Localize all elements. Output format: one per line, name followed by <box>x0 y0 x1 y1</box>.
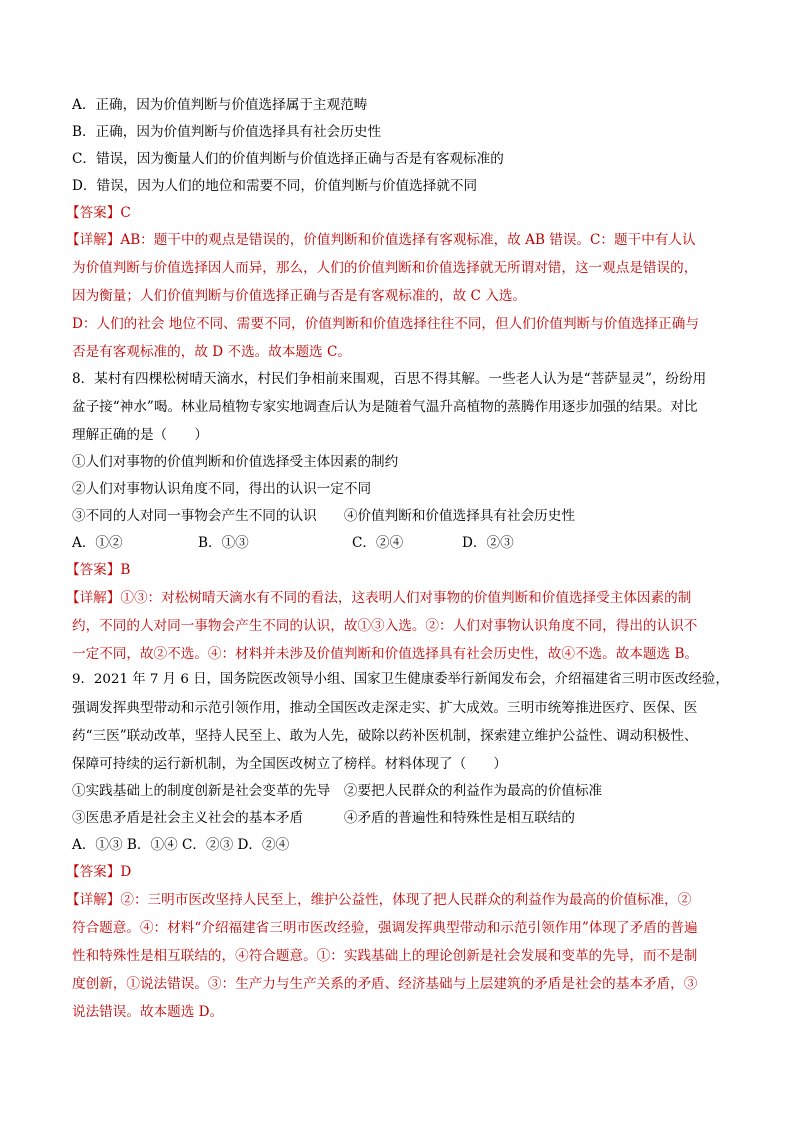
q9-item-1: ①实践基础上的制度创新是社会变革的先导 ②要把人民群众的利益作为最高的价值标准 <box>72 783 603 799</box>
answer-value: D <box>120 864 132 880</box>
answer-value: C <box>120 205 131 221</box>
q9-stem-2: 强调发挥典型带动和示范引领作用，推动全国医改走深走实、扩大成效。三明市统筹推进医疗、医保、医 <box>72 700 698 716</box>
answer-tag: 【答案】 <box>66 205 121 221</box>
detail-text: ①③：对松树晴天滴水有不同的看法，这表明人们对事物的价值判断和价值选择受主体因素的制 <box>120 590 692 606</box>
q7-detail-line-2: 为价值判断与价值选择因人而异，那么，人们的价值判断和价值选择就无所谓对错，这一观点是错误的， <box>72 260 698 276</box>
q9-stem-4: 保障可持续的运行新机制，为全国医改树立了榜样。材料体现了（ ） <box>72 756 507 772</box>
q9-detail-line-1 <box>66 890 691 910</box>
q8-item-2: ②人们对事物认识角度不同，得出的认识一定不同 <box>72 481 372 497</box>
q7-detail-line-1 <box>66 230 696 250</box>
q8-item-3: ③不同的人对同一事物会产生不同的认识 ④价值判断和价值选择具有社会历史性 <box>72 508 575 524</box>
q8-detail-line-1 <box>66 588 691 608</box>
q8-item-1: ①人们对事物的价值判断和价值选择受主体因素的制约 <box>72 454 399 470</box>
q9-detail-line-4: 度创新，①说法错误。③：生产力与生产关系的矛盾、经济基础与上层建筑的矛盾是社会的基本矛盾，③ <box>72 976 698 992</box>
q8-stem-1: 8．某村有四棵松树晴天滴水，村民们争相前来围观，百思不得其解。一些老人认为是“菩萨显灵”，纷纷用 <box>72 371 707 387</box>
detail-text: ②：三明市医改坚持人民至上，维护公益性，体现了把人民群众的利益作为最高的价值标准，② <box>120 892 692 908</box>
q7-option-b: B．正确，因为价值判断与价值选择具有社会历史性 <box>72 124 382 140</box>
answer-tag: 【答案】 <box>66 562 121 578</box>
q9-choices: A．①③ B．①④ C．②③ D．②④ <box>72 837 290 853</box>
q8-stem-2: 盆子接“神水”喝。林业局植物专家实地调查后认为是随着气温升高植物的蒸腾作用逐步加强的结果。对比 <box>72 399 698 415</box>
q8-choice-d: D．②③ <box>462 535 514 551</box>
q7-option-d: D．错误，因为人们的地位和需要不同，价值判断与价值选择就不同 <box>72 178 478 194</box>
q7-option-c: C．错误，因为衡量人们的价值判断与价值选择正确与否是有客观标准的 <box>72 151 504 167</box>
q8-choice-c: C．②④ <box>352 535 404 551</box>
q7-option-a: A．正确，因为价值判断与价值选择属于主观范畴 <box>72 97 368 113</box>
q9-item-2: ③医患矛盾是社会主义社会的基本矛盾 ④矛盾的普遍性和特殊性是相互联结的 <box>72 810 575 826</box>
q8-choice-a: A．①② <box>72 535 123 551</box>
q9-detail-line-2: 符合题意。④：材料“介绍福建省三明市医改经验，强调发挥典型带动和示范引领作用”体现了矛盾的普遍 <box>72 920 698 936</box>
detail-text: AB：题干中的观点是错误的，价值判断和价值选择有客观标准，故 AB 错误。C：题干中有人认 <box>120 232 696 248</box>
detail-tag: 【详解】 <box>66 892 121 908</box>
answer-tag: 【答案】 <box>66 864 121 880</box>
q7-answer <box>66 203 131 223</box>
q9-detail-line-5: 说法错误。故本题选 D。 <box>72 1004 224 1020</box>
q8-choice-b: B．①③ <box>198 535 249 551</box>
q9-stem-3: 药“三医”联动改革，坚持人民至上、敢为人先，破除以药补医机制，探索建立维护公益性、调动积极性、 <box>72 728 698 744</box>
answer-value: B <box>120 562 131 578</box>
q8-stem-3: 理解正确的是（ ） <box>72 427 208 443</box>
q8-detail-line-3: 一定不同，故②不选。④：材料并未涉及价值判断和价值选择具有社会历史性，故④不选。故本题选 B。 <box>72 646 699 662</box>
q7-detail-line-3: 因为衡量；人们价值判断与价值选择正确与否是有客观标准的，故 C 入选。 <box>72 288 527 304</box>
q8-detail-line-2: 约，不同的人对同一事物会产生不同的认识，故①③入选。②：人们对事物认识角度不同，得出的认识不 <box>72 618 698 634</box>
detail-tag: 【详解】 <box>66 232 121 248</box>
q7-detail-line-4: D：人们的社会 地位不同、需要不同，价值判断和价值选择往往不同，但人们价值判断与价值选择正确与 <box>72 316 699 332</box>
q7-detail-line-5: 否是有客观标准的，故 D 不选。故本题选 C。 <box>72 344 351 360</box>
q9-detail-line-3: 性和特殊性是相互联结的，④符合题意。①：实践基础上的理论创新是社会发展和变革的先导，而不是制 <box>72 948 698 964</box>
q9-answer <box>66 862 131 882</box>
q9-stem-1: 9．2021 年 7 月 6 日，国务院医改领导小组、国家卫生健康委举行新闻发布会，介绍福建省三明市医改经验， <box>72 672 729 687</box>
detail-tag: 【详解】 <box>66 590 121 606</box>
q8-answer <box>66 560 130 580</box>
